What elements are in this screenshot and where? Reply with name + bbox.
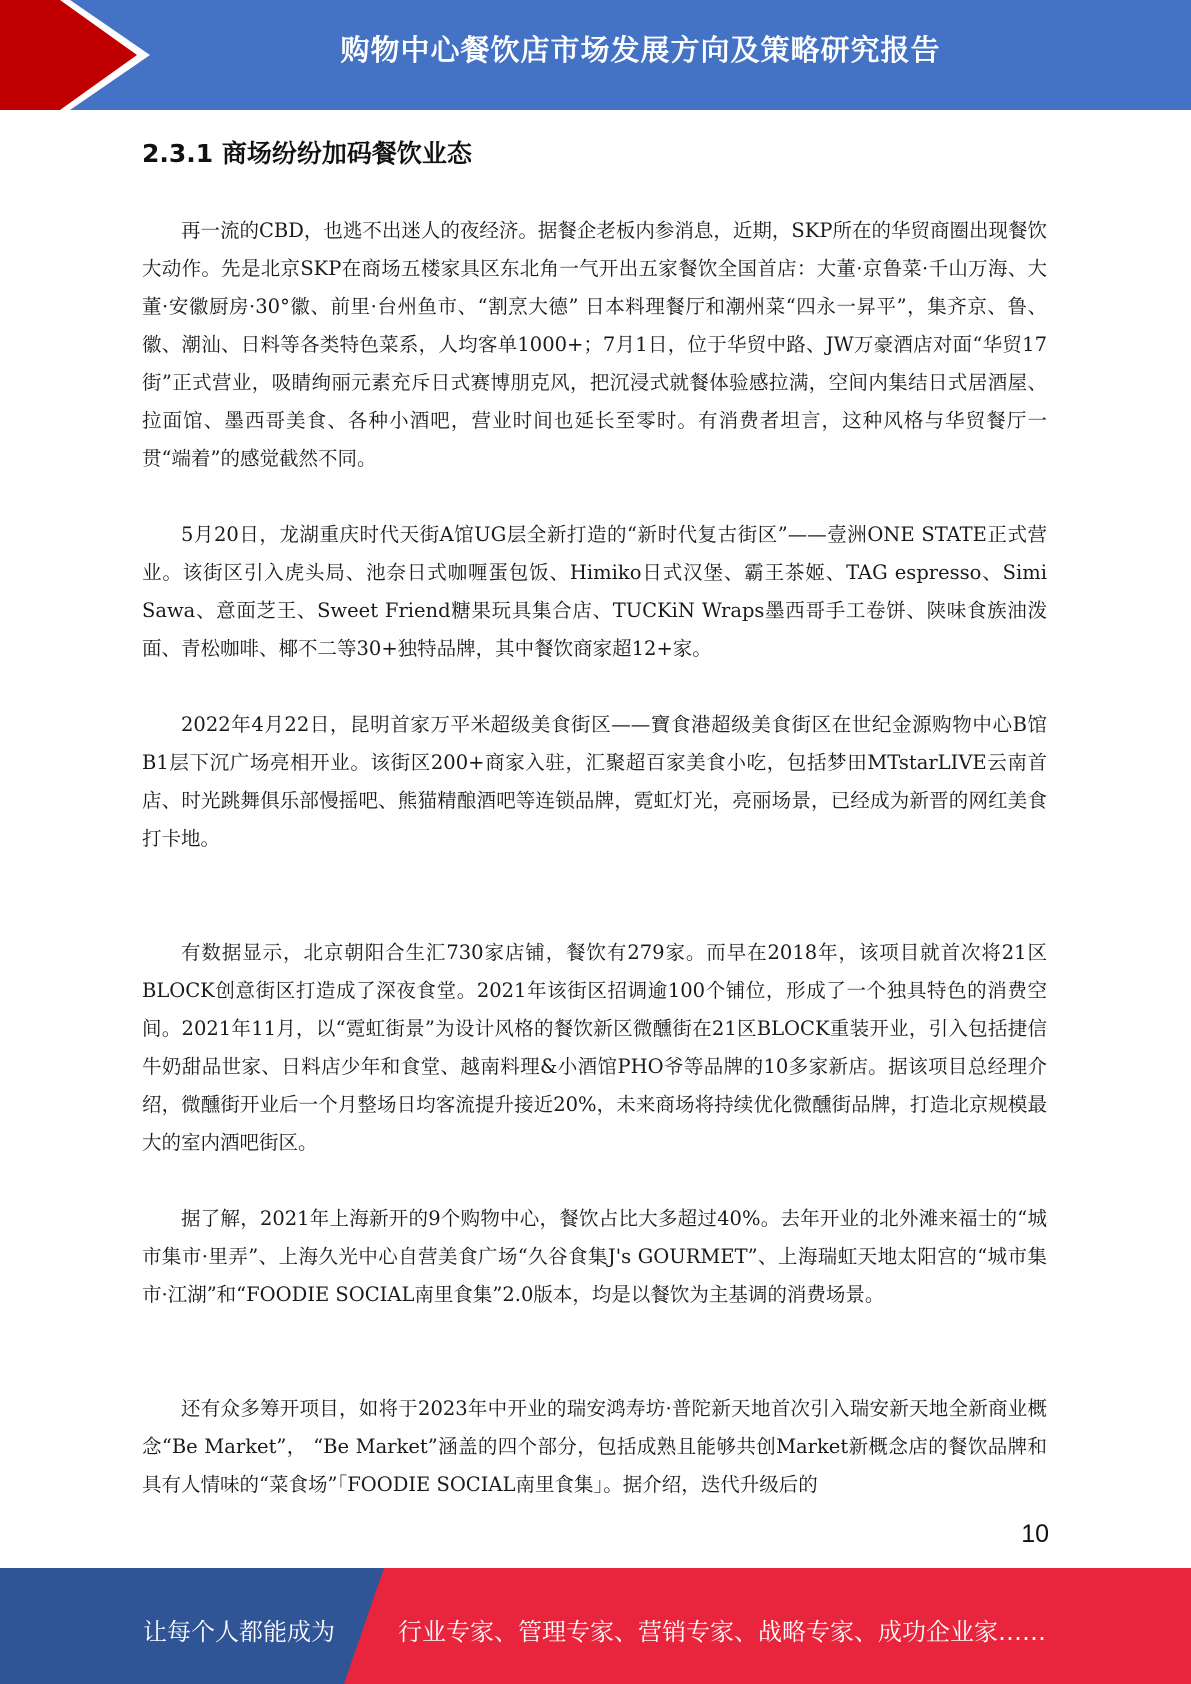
- paragraph-3: 2022年4月22日，昆明首家万平米超级美食街区——寶食港超级美食街区在世纪金源购物中心B馆B1层下沉广场亮相开业。该街区200+商家入驻，汇聚超百家美食小吃，包括梦田MTstarLIVE云南首店、时光跳舞俱乐部慢摇吧、熊猫精酿酒吧等连锁品牌，霓虹灯光，亮丽场景，已经成为新晋的网红美食打卡地。: [142, 713, 1047, 850]
- report-title: 购物中心餐饮店市场发展方向及策略研究报告: [340, 33, 941, 67]
- footer-slogan-right: 行业专家、管理专家、营销专家、战略专家、成功企业家……: [398, 1618, 1046, 1646]
- footer-slogan-left: 让每个人都能成为: [143, 1618, 335, 1646]
- paragraph-2: 5月20日，龙湖重庆时代天街A馆UG层全新打造的“新时代复古街区”——壹洲ONE STATE正式营业。该街区引入虎头局、池奈日式咖喱蛋包饭、Himiko日式汉堡、霸王茶姬、TAG espresso、Simi Sawa、意面芝王、Sweet Friend糖果玩具集合店、TUCKiN Wraps墨西哥手工卷饼、陕味食族油泼面、青松咖啡、椰不二等30+独特品牌，其中餐饮商家超12+家。: [142, 523, 1047, 660]
- page-footer: [0, 1568, 1191, 1684]
- section-heading: 2.3.1 商场纷纷加码餐饮业态: [142, 139, 472, 168]
- page-header: [0, 0, 1191, 110]
- paragraph-4: 有数据显示，北京朝阳合生汇730家店铺，餐饮有279家。而早在2018年，该项目就首次将21区BLOCK创意街区打造成了深夜食堂。2021年该街区招调逾100个铺位，形成了一个独具特色的消费空间。2021年11月，以“霓虹街景”为设计风格的餐饮新区微醺街在21区BLOCK重装开业，引入包括捷信牛奶甜品世家、日料店少年和食堂、越南料理&小酒馆PHO爷等品牌的10多家新店。据该项目总经理介绍，微醺街开业后一个月整场日均客流提升接近20%，未来商场将持续优化微醺街品牌，打造北京规模最大的室内酒吧街区。: [142, 941, 1047, 1154]
- paragraph-1: 再一流的CBD，也逃不出迷人的夜经济。据餐企老板内参消息，近期，SKP所在的华贸商圈出现餐饮大动作。先是北京SKP在商场五楼家具区东北角一气开出五家餐饮全国首店：大董·京鲁菜·千山万海、大董·安徽厨房·30°徽、前里·台州鱼市、“割烹大德” 日本料理餐厅和潮州菜“四永一昇平”，集齐京、鲁、徽、潮汕、日料等各类特色菜系，人均客单1000+；7月1日，位于华贸中路、JW万豪酒店对面“华贸17街”正式营业，吸睛绚丽元素充斥日式赛博朋克风，把沉浸式就餐体验感拉满，空间内集结日式居酒屋、拉面馆、墨西哥美食、各种小酒吧，营业时间也延长至零时。有消费者坦言，这种风格与华贸餐厅一贯“端着”的感觉截然不同。: [142, 219, 1047, 470]
- page-number: 10: [1021, 1520, 1049, 1548]
- paragraph-5: 据了解，2021年上海新开的9个购物中心，餐饮占比大多超过40%。去年开业的北外滩来福士的“城市集市·里弄”、上海久光中心自营美食广场“久谷食集J's GOURMET”、上海瑞虹天地太阳宫的“城市集市·江湖”和“FOODIE SOCIAL南里食集”2.0版本，均是以餐饮为主基调的消费场景。: [142, 1207, 1047, 1306]
- paragraph-6: 还有众多筹开项目，如将于2023年中开业的瑞安鸿寿坊·普陀新天地首次引入瑞安新天地全新商业概念“Be Market”， “Be Market”涵盖的四个部分，包括成熟且能够共创Market新概念店的餐饮品牌和具有人情味的“菜食场”「FOODIE SOCIAL南里食集」。据介绍，迭代升级后的: [142, 1397, 1047, 1496]
